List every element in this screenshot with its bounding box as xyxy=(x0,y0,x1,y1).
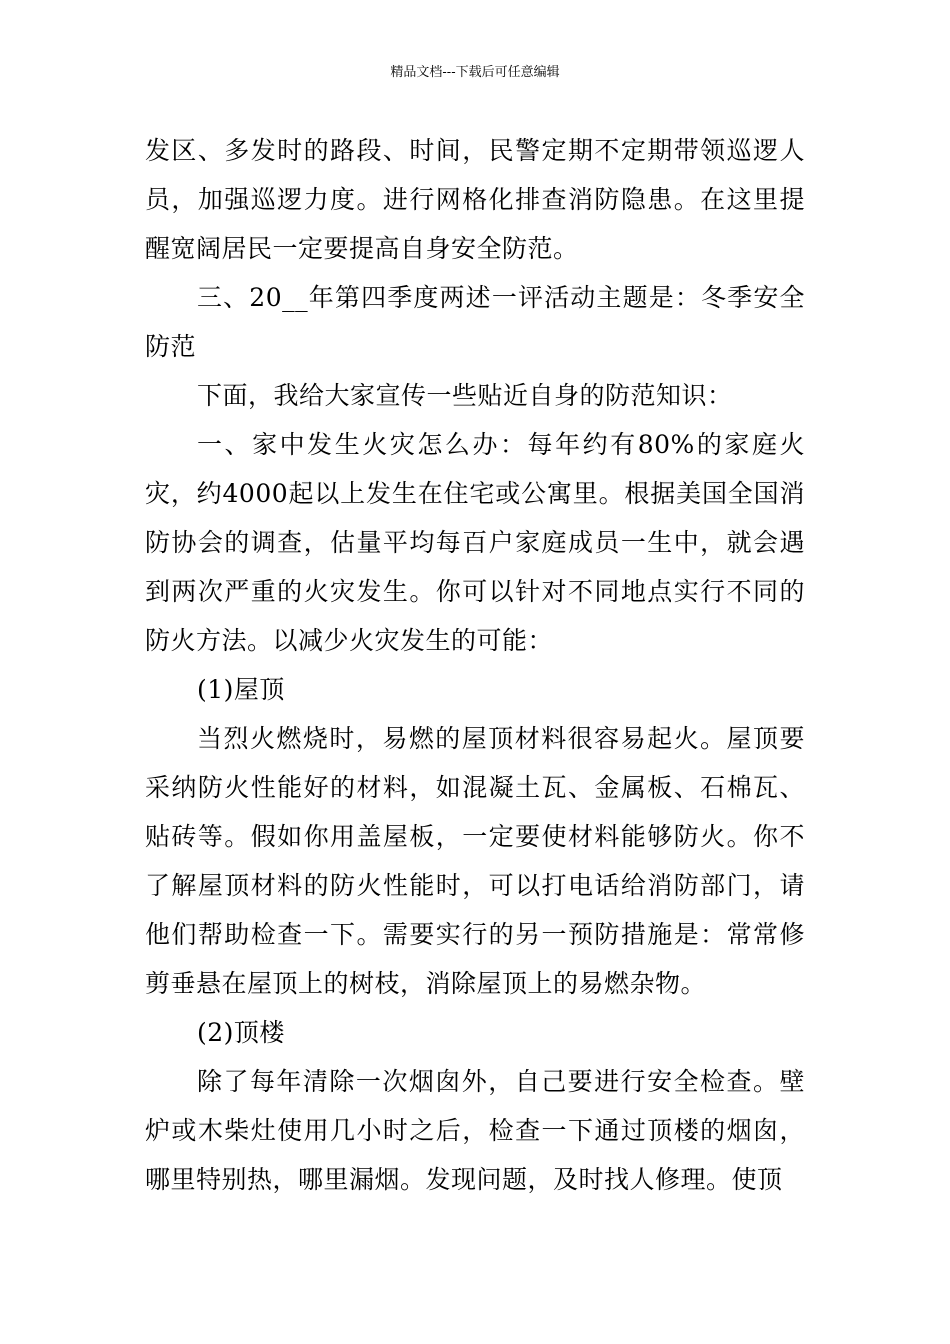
paragraph-8: 除了每年清除一次烟囱外，自己要进行安全检查。壁炉或木柴灶使用几小时之后，检查一下通过顶楼的烟囱，哪里特别热，哪里漏烟。发现问题，及时找人修理。使顶 xyxy=(145,1067,805,1194)
document-body xyxy=(145,126,805,1204)
paragraph-7: (2)顶楼 xyxy=(197,1018,285,1047)
paragraph-4: 一、家中发生火灾怎么办：每年约有80%的家庭火灾，约4000起以上发生在住宅或公寓里。根据美国全国消防协会的调查，估量平均每百户家庭成员一生中，就会遇到两次严重的火灾发生。你可以针对不同地点实行不同的防火方法。以减少火灾发生的可能： xyxy=(145,430,805,655)
paragraph-2: 三、20__年第四季度两述一评活动主题是：冬季安全防范 xyxy=(145,283,805,361)
paragraph-3: 下面，我给大家宣传一些贴近自身的防范知识： xyxy=(197,381,733,410)
paragraph-1: 发区、多发时的路段、时间，民警定期不定期带领巡逻人员，加强巡逻力度。进行网格化排查消防隐患。在这里提醒宽阔居民一定要提高自身安全防范。 xyxy=(145,136,805,263)
page-header: 精品文档---下载后可任意编辑 xyxy=(390,65,560,80)
paragraph-6: 当烈火燃烧时，易燃的屋顶材料很容易起火。屋顶要采纳防火性能好的材料，如混凝土瓦、金属板、石棉瓦、贴砖等。假如你用盖屋板，一定要使材料能够防火。你不了解屋顶材料的防火性能时，可以打电话给消防部门，请他们帮助检查一下。需要实行的另一预防措施是：常常修剪垂悬在屋顶上的树枝，消除屋顶上的易燃杂物。 xyxy=(145,724,805,998)
paragraph-5: (1)屋顶 xyxy=(197,675,285,704)
